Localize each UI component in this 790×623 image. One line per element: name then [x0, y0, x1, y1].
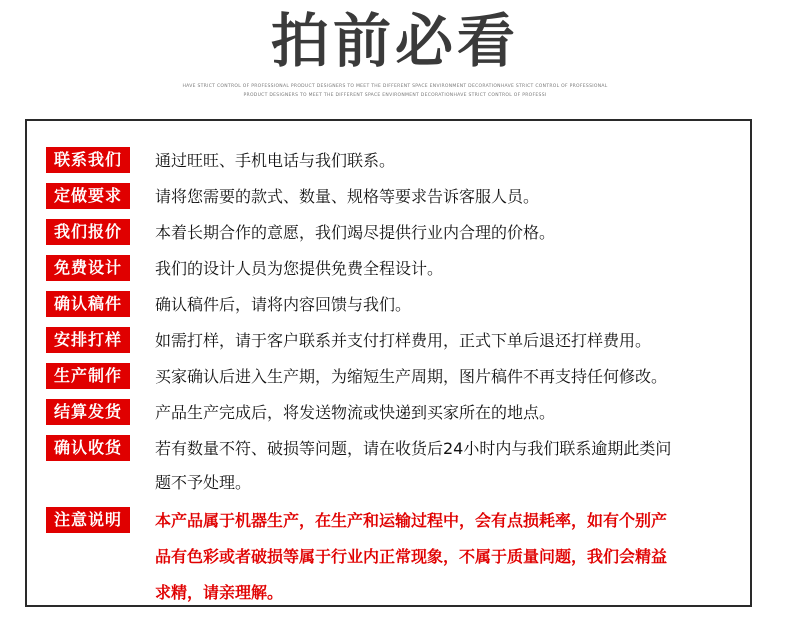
step-text: 本着长期合作的意愿，我们竭尽提供行业内合理的价格。 — [155, 223, 556, 242]
notice-tag: 注意说明 — [46, 507, 130, 533]
notice-text-line-2: 品有色彩或者破损等属于行业内正常现象，不属于质量问题，我们会精益 — [155, 547, 668, 566]
page-title: 拍前必看 — [270, 7, 519, 75]
step-tag: 结算发货 — [46, 399, 130, 425]
step-text: 如需打样，请于客户联系并支付打样费用，正式下单后退还打样费用。 — [155, 331, 652, 350]
step-tag: 免费设计 — [46, 255, 130, 281]
step-tag: 我们报价 — [46, 219, 130, 245]
notice-box — [25, 119, 752, 607]
step-text: 请将您需要的款式、数量、规格等要求告诉客服人员。 — [155, 187, 540, 206]
step-text-line-1: 若有数量不符、破损等问题，请在收货后24小时内与我们联系逾期此类问 — [155, 439, 672, 458]
notice-text-line-3: 求精，请亲理解。 — [155, 583, 284, 602]
step-text: 通过旺旺、手机电话与我们联系。 — [155, 151, 396, 170]
step-tag: 生产制作 — [46, 363, 130, 389]
step-tag: 联系我们 — [46, 147, 130, 173]
notice-text-line-1: 本产品属于机器生产，在生产和运输过程中，会有点损耗率，如有个别产 — [155, 511, 668, 530]
step-text: 产品生产完成后，将发送物流或快递到买家所在的地点。 — [155, 403, 556, 422]
step-tag: 定做要求 — [46, 183, 130, 209]
step-tag: 确认稿件 — [46, 291, 130, 317]
step-tag: 安排打样 — [46, 327, 130, 353]
step-tag: 确认收货 — [46, 435, 130, 461]
step-text: 我们的设计人员为您提供免费全程设计。 — [155, 259, 444, 278]
subtitle-line-1: HAVE STRICT CONTROL OF PROFESSIONAL PRODUCT DESIGNERS TO MEET THE DIFFERENT SPACE ENVIRONMENT DECORATIONHAVE STRICT CONTROL OF PROFESSIONAL — [182, 84, 608, 89]
step-text-line-2: 题不予处理。 — [155, 473, 252, 492]
subtitle-line-2: PRODUCT DESIGNERS TO MEET THE DIFFERENT SPACE ENVIRONMENT DECORATIONHAVE STRICT CONTROL OF PROFESSI — [243, 93, 547, 98]
step-text: 买家确认后进入生产期，为缩短生产周期，图片稿件不再支持任何修改。 — [155, 367, 668, 386]
step-text: 确认稿件后，请将内容回馈与我们。 — [155, 295, 412, 314]
